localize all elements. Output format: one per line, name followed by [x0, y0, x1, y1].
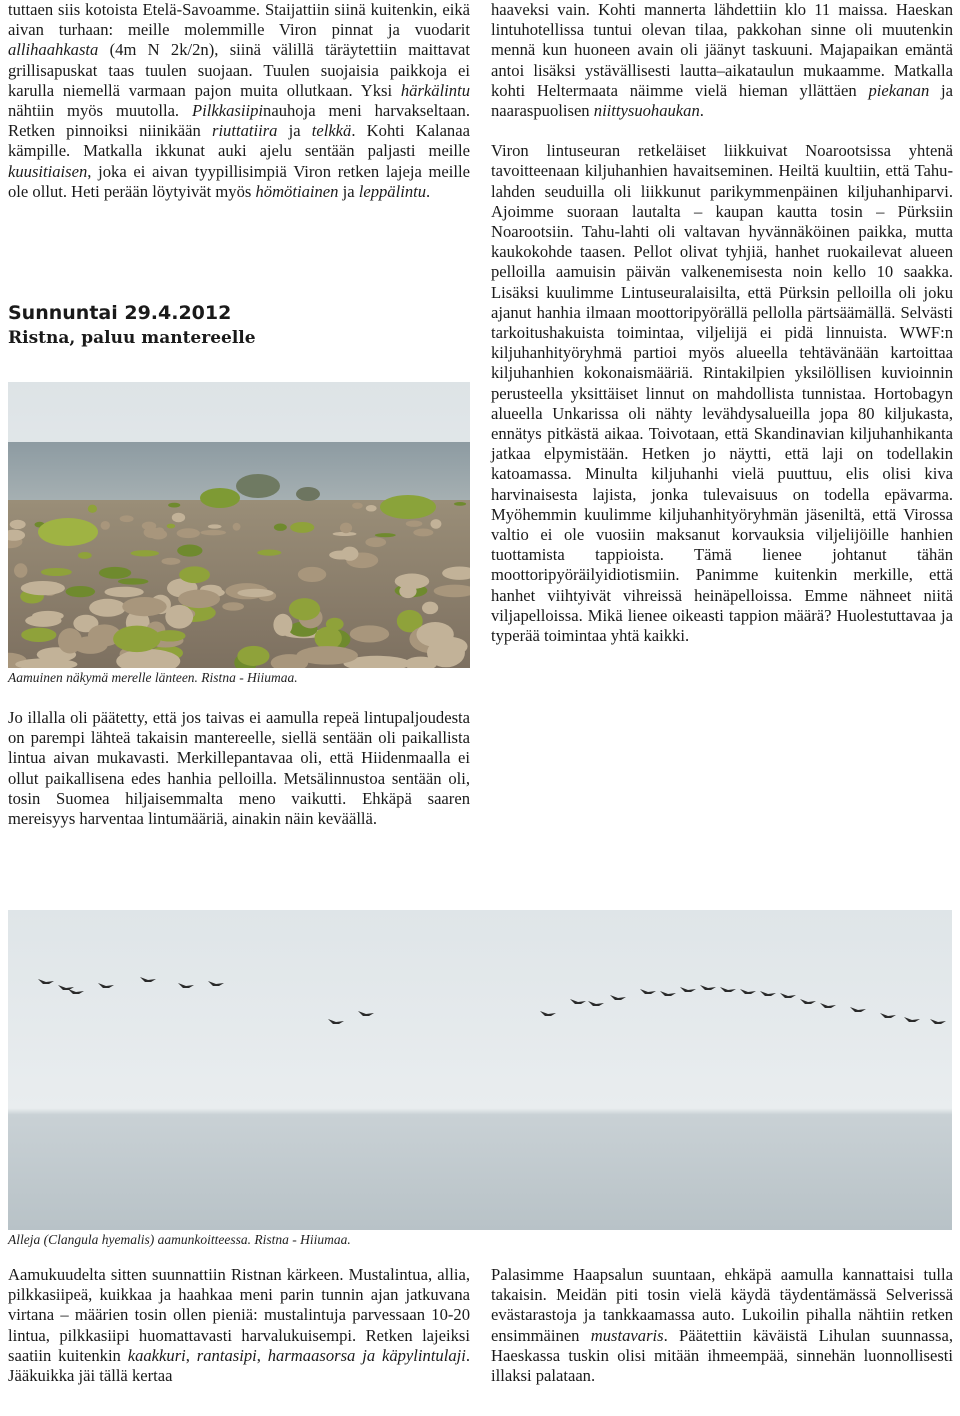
- rock: [395, 573, 430, 588]
- mossy-rock: [88, 505, 97, 513]
- paragraph: [8, 1265, 470, 1386]
- rock: [208, 524, 222, 528]
- rock: [340, 523, 352, 534]
- mossy-rock: [168, 503, 180, 508]
- rock: [365, 537, 386, 547]
- rock: [161, 558, 180, 565]
- text-run: . Päätettiin käväistä Lihulan suunnassa, Haeskassa tuskin olisi mitään ihmeempää, sinnehän luonnollisesti illaksi palataan.: [491, 1325, 953, 1386]
- rock: [329, 550, 354, 559]
- paragraph: [8, 708, 470, 829]
- rock: [233, 523, 241, 531]
- mossy-rock: [167, 524, 176, 529]
- rock: [58, 628, 82, 653]
- species-name: niittysuohaukan: [593, 101, 700, 121]
- text-run: ,: [185, 1345, 197, 1365]
- text-run: Jo illalla oli päätetty, että jos taivas ei aamulla repeä lintupaljoudesta on parempi lähteä takaisin mantereelle, siellä sentään oli paikallista lintua aivan mukavasti. Merkillepantavaa oli, että Hiidenmaalla ei ollut paikallisena edes hanhia pelloilla. Metsälinnustoa sentään oli, tosin Suomea hiljaisemmalta meno vaikutti. Ehkäpä saaren mereisyys harventaa lintumääriä, ainakin näin keväällä.: [8, 708, 470, 829]
- paragraph: [491, 0, 953, 121]
- species-name: allihaahkasta: [8, 40, 99, 60]
- mossy-rock: [315, 627, 342, 650]
- species-name: härkälintu: [400, 80, 470, 100]
- mossy-rock: [118, 578, 149, 584]
- text-run: . Jääkuikka jäi tällä kertaa: [8, 1345, 471, 1386]
- species-name: mustavaris: [590, 1325, 664, 1345]
- paragraph: [8, 0, 470, 202]
- text-run: ja naaraspuolisen: [491, 80, 954, 121]
- mossy-rock: [41, 568, 72, 576]
- text-run: .: [426, 181, 431, 201]
- text-run: Viron lintuseuran retkeläiset liikkuivat Noarootsissa yhtenä tavoitteenaan kiljuhanhien havaitseminen. Heiltä kuultiin, että Tahu-lahden seuduilla oli liikkunut parikymmenpäinen kiljuhanhiparvi. Ajoimme suoraan lautalta – kaupan kautta tosin – Pürksiin Noarootsiin. Tahu-lahti oli valtavan hyvännäköinen paikka, mutta kaukokohde taasen. Pellot olivat tyhjiä, hanhet ruokailevat alueen pelloilla aamuisin päivän valkenemisesta noin kello 10 saakka. Lisäksi kuulimme Lintuseuralaisilta, että Pürksin pelloilla oli joku ajanut hanhia ilmaan moottoripyörällä pellolla pärtsäämällä. Selvästi tarkoitushakuista toimintaa, viljelijä ei pidä linnuista. WWF:n kiljuhanhityöryhmä partioi myös alueella tehtävänään kartoittaa kiljuhanhien kokonaismääriä. Rintakilpien yksilöllisen kuvioinnin perusteella yksittäiset linnut on mahdollista tunnistaa. Hortobagyn alueella Unkarissa oli nähty levähdysalueilla jopa 80 kiljukasta, ennätys pitkästä aikaa. Toivotaan, että Skandinavian kiljuhanhikanta jatkaa elpymistään. Hetken jo näytti, että laji on todellakin katoamassa. Minulta kiljuhanhi vielä puuttuu, elis olisi kiva harvinaisesta lajista, jonka tulevaisuus on todella epävarma. Myöhemmin kuulimme kiljuhanhityöryhmän jäseniltä, että Virossa valtio ei ole vuosiin maksanut korvauksia viljelijöille hanhien tuottamista tappioista. Tämä lienee johtanut tähän moottoripyöräilyidiotismiin. Panimme kuitenkin merkille, että hanhet viihtyivät vihreissä heinäpelloissa. Emme nähneet niitä viljapelloissa. Mikä lienee oikeasti tappion määrä? Huolestuttavaa ja typerää toimintaa yhtä kaikki.: [491, 141, 953, 646]
- boulder: [296, 487, 320, 501]
- rock: [406, 521, 423, 527]
- species-name: Pilkkasiipi: [192, 101, 264, 121]
- rock: [422, 602, 438, 615]
- mossy-rock: [454, 502, 466, 506]
- species-name: kuusitiaisen: [8, 161, 88, 181]
- boulder: [38, 518, 98, 546]
- mossy-rock: [179, 566, 210, 583]
- rock: [222, 602, 244, 610]
- rock: [200, 530, 226, 535]
- rock: [178, 590, 220, 608]
- rock: [101, 521, 110, 530]
- mossy-rock: [274, 523, 287, 530]
- mossy-rock: [177, 545, 202, 557]
- mossy-rock: [257, 550, 281, 556]
- boulder: [380, 495, 436, 519]
- mossy-rock: [290, 522, 314, 533]
- mossy-rock: [78, 552, 92, 559]
- rocky-shore-photo: [8, 382, 470, 668]
- photo-caption: Alleja (Clangula hyemalis) aamunkoitteessa. Ristna - Hiiumaa.: [8, 1232, 351, 1247]
- text-run: nauhoja meni harvakseltaan. Retken pinnoiksi niinikään: [8, 101, 471, 141]
- flying-ducks-photo: [8, 910, 952, 1230]
- text-run: . Kohti Kalanaa kämpille. Matkalla ikkunat auki ajelu sentään paljasti meille: [8, 121, 470, 161]
- text-run: , joka ei aivan tyypillisimpiä Viron retken lajeja meille ole ollut. Heti perään löytyivät myös: [8, 161, 470, 201]
- text-run: .: [699, 101, 704, 121]
- text-run: tuttaen siis kotoista Etelä-Savoamme. Staijattiin siinä kuitenkin, eikä aivan turhaan: meille molemmille Viron pinnat ja vuodarit: [8, 0, 470, 40]
- species-name: rantasipi: [196, 1345, 257, 1365]
- section-subheading: Ristna, paluu mantereelle: [8, 328, 256, 348]
- rock: [14, 563, 27, 578]
- species-name: harmaasorsa ja käpylintulaji: [267, 1345, 466, 1365]
- rock: [273, 614, 292, 636]
- rock: [413, 529, 433, 537]
- species-name: kaakkuri: [127, 1345, 186, 1365]
- mossy-rock: [99, 567, 131, 579]
- rock: [430, 637, 468, 656]
- rock: [32, 611, 64, 621]
- rock: [237, 589, 273, 597]
- rock: [366, 505, 377, 512]
- mossy-rock: [289, 598, 320, 620]
- text-run: (4m N 2k/2n), siinä välillä täräytettiin maittavat grillisapuskat taas tuulen suojaan. Tuulen suojaisia paikkoja ei karulla niemellä varmaan pajon muita ollutkaan. Yksi: [8, 40, 470, 100]
- rock: [177, 528, 200, 538]
- text-run: ja: [338, 181, 359, 201]
- species-name: telkkä: [311, 121, 352, 141]
- section-date-heading: Sunnuntai 29.4.2012: [8, 302, 232, 324]
- mossy-rock: [113, 626, 161, 652]
- text-run: Palasimme Haapsalun suuntaan, ehkäpä aamulla kannattaisi tulla takaisin. Meidän piti tosin vielä käydä täydentämässä Selverissä evästarastoja ja tankkaamassa auto. Lukoilin pihalla nähtiin retken ensimmäinen: [491, 1265, 953, 1345]
- species-name: hömötiainen: [255, 181, 339, 201]
- rock: [104, 587, 143, 598]
- column-left-bottom: [8, 1265, 470, 1386]
- text-run: haaveksi vain. Kohti mannerta lähdettiin klo 11 maissa. Haeskan lintuhotellissa tuntui olevan tilaa, pakkohan sinne oli muutenkin mennä kun huoneen avain oli jäänyt taskuuni. Majapaikan emäntä antoi lisäksi ystävällisesti lautta–aikataulun mukaamme. Matkalla kohti Heltermaata näimme vielä hieman yllättäen: [491, 0, 953, 100]
- text-run: nähtiin myös muutolla.: [8, 101, 193, 121]
- mossy-rock: [237, 646, 269, 666]
- column-right-top: [491, 0, 953, 646]
- species-name: piekanan: [868, 80, 930, 100]
- mossy-rock: [66, 586, 95, 597]
- mossy-rock: [21, 628, 56, 642]
- text-run: ,: [256, 1345, 268, 1365]
- rock: [120, 515, 134, 522]
- rock: [10, 520, 26, 529]
- rock: [350, 625, 389, 642]
- column-left-middle: [8, 708, 470, 829]
- photo-caption: Aamuinen näkymä merelle länteen. Ristna - Hiiumaa.: [8, 670, 298, 685]
- rock: [144, 527, 160, 538]
- mossy-rock: [375, 533, 396, 537]
- rock: [122, 597, 166, 616]
- rock: [430, 519, 441, 529]
- rock: [172, 513, 185, 522]
- mossy-rock: [155, 630, 186, 641]
- mossy-rock: [131, 550, 159, 556]
- text-run: ja: [277, 121, 312, 141]
- rock: [352, 502, 363, 508]
- species-name: leppälintu: [358, 181, 427, 201]
- boulder: [236, 474, 280, 498]
- rock: [165, 605, 193, 629]
- text-run: Aamukuudelta sitten suunnattiin Ristnan kärkeen. Mustalintua, allia, pilkkasiipeä, kuikkaa ja haahkaa meni parin tunnin ajan jatkuvana virtana – määrien tosin ollen pieniä: mustalintuja parvessaan 10-20 lintua, pilkkasiipi huomattavasti harvalukuisempi. Retken lajeiksi saatiin kuitenkin: [8, 1265, 470, 1365]
- column-right-bottom: [491, 1265, 953, 1386]
- species-name: riuttatiira: [211, 121, 278, 141]
- rock: [89, 599, 126, 617]
- paragraph: [491, 141, 953, 646]
- rock: [21, 581, 65, 595]
- boulder: [200, 488, 240, 508]
- column-left-top: [8, 0, 470, 202]
- paragraph: [491, 1265, 953, 1386]
- rock: [296, 646, 357, 665]
- rock: [298, 567, 326, 582]
